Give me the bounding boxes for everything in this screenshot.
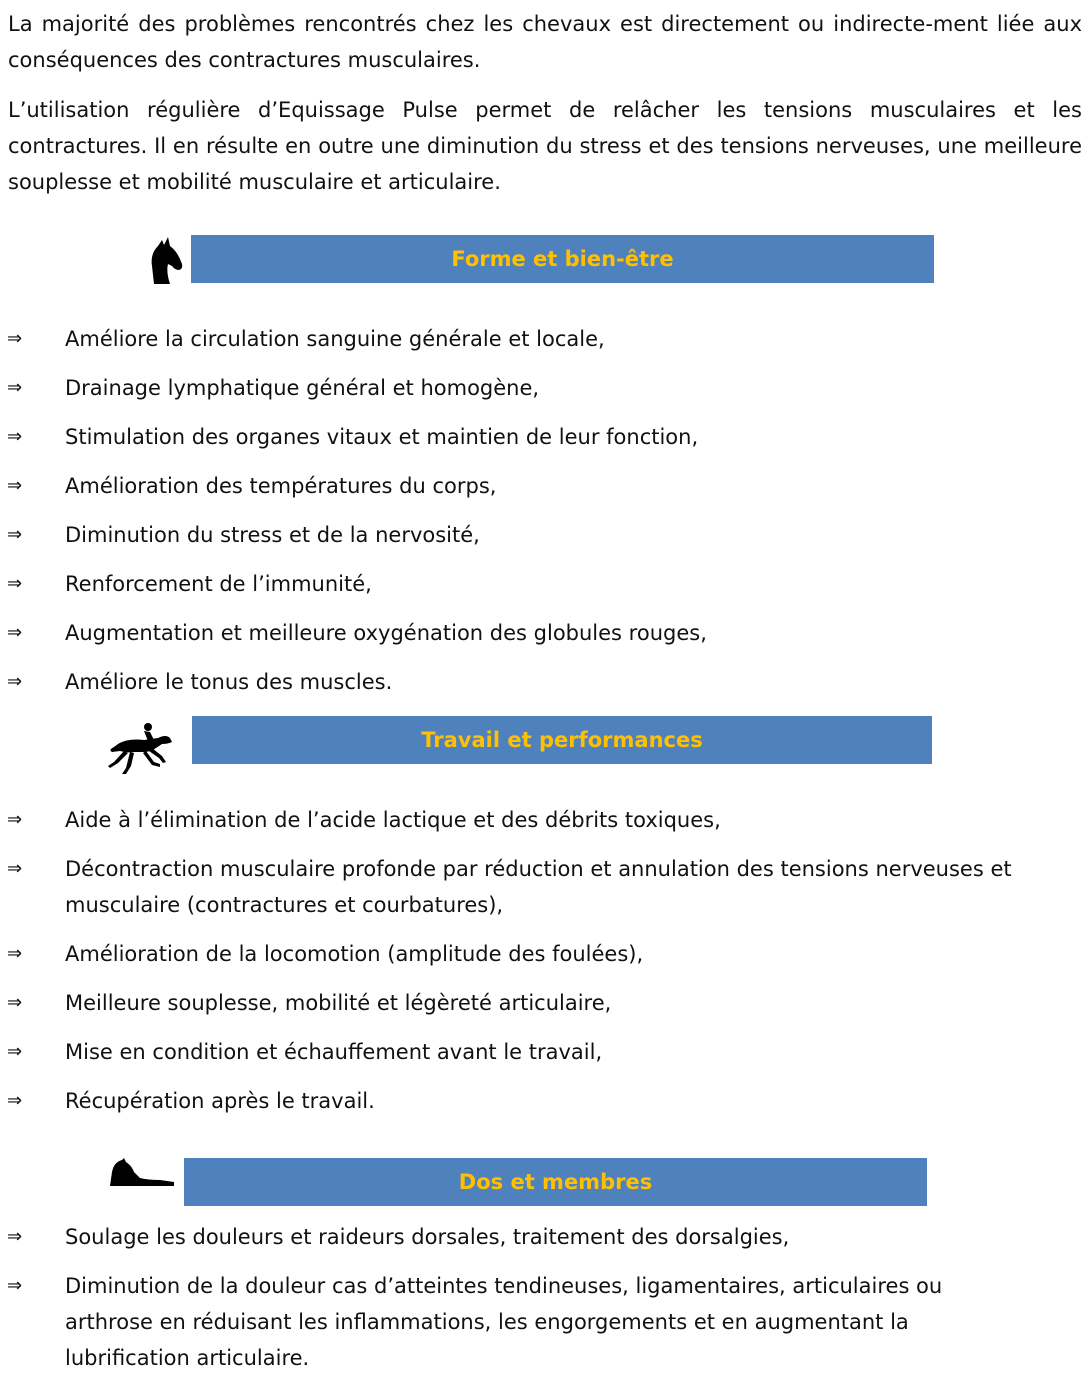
- arrow-icon: ⇒: [7, 377, 23, 398]
- intro-paragraph-1: La majorité des problèmes rencontrés chez les chevaux est directement ou indirecte-ment liée aux conséquences des contractures musculaires.: [8, 12, 1082, 72]
- section-title: Dos et membres: [458, 1170, 653, 1194]
- section-title: Travail et performances: [421, 728, 703, 752]
- arrow-icon: ⇒: [7, 809, 23, 830]
- arrow-icon: ⇒: [7, 475, 23, 496]
- intro-paragraph-2: L’utilisation régulière d’Equissage Pulse permet de relâcher les tensions musculaires et les contractures. Il en résulte en outre une diminution du stress et des tensions nerveuses, une meilleure souplesse et mobilité musculaire et articulaire.: [8, 98, 1082, 194]
- arrow-icon: ⇒: [7, 943, 23, 964]
- horse-head-icon: [146, 236, 186, 286]
- arrow-icon: ⇒: [7, 1226, 23, 1247]
- arrow-icon: ⇒: [7, 671, 23, 692]
- arrow-icon: ⇒: [7, 1090, 23, 1111]
- arrow-icon: ⇒: [7, 328, 23, 349]
- arrow-icon: ⇒: [7, 524, 23, 545]
- lying-horse-icon: [104, 1158, 176, 1190]
- section-header-travail: [192, 716, 932, 764]
- galloping-jockey-icon: [104, 722, 176, 776]
- arrow-icon: ⇒: [7, 1275, 23, 1296]
- section-header-dos: [184, 1158, 927, 1206]
- arrow-icon: ⇒: [7, 426, 23, 447]
- arrow-icon: ⇒: [7, 992, 23, 1013]
- section-header-forme: [191, 235, 934, 283]
- arrow-icon: ⇒: [7, 573, 23, 594]
- arrow-icon: ⇒: [7, 1041, 23, 1062]
- section-title: Forme et bien-être: [451, 247, 674, 271]
- arrow-icon: ⇒: [7, 622, 23, 643]
- arrow-icon: ⇒: [7, 858, 23, 879]
